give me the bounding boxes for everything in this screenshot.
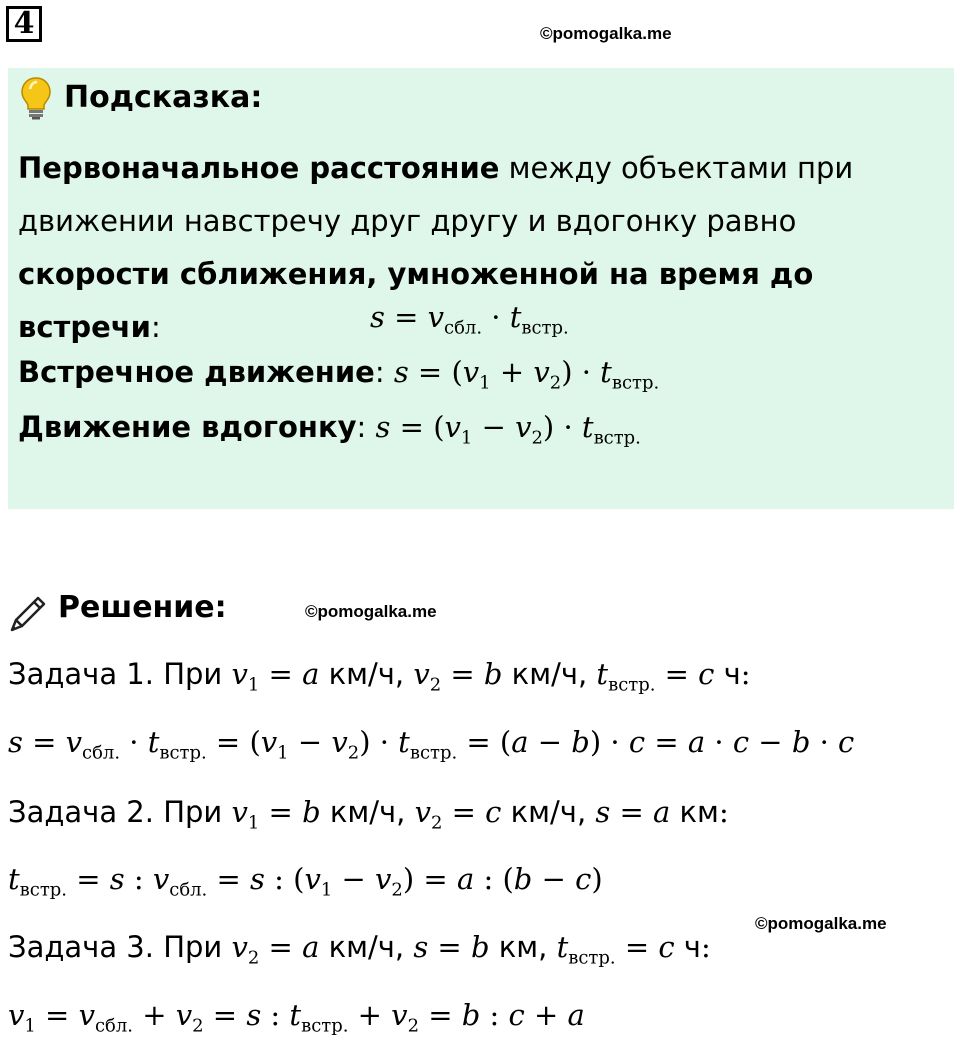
solution-title: Решение: [58,590,227,625]
watermark-middle: ©pomogalka.me [305,602,437,621]
task1-text: Задача 1. При $v_1 = a$ км/ч, $v_2 = b$ км/ч, $t_{встр.} = c$ ч: [8,657,751,696]
meet-label: Встречное движение [18,355,375,389]
hint-text-2: : [151,310,161,344]
chase-label: Движение вдогонку [18,410,357,444]
hint-title: Подсказка: [64,80,263,115]
task3-text: Задача 3. При $v_2 = a$ км/ч, s = b км, $t_{встр.} = c$ ч: [8,930,711,969]
chase-formula: $s = (v_1 - v_2) \cdot t_{встр.}$ [375,410,641,449]
lightbulb-icon [20,76,52,120]
task1-formula: $s = v_{сбл.} \cdot t_{встр.} = (v_1 - v_2) \cdot t_{встр.} = (a - b) \cdot c = a \cdot c - b \cdot c$ [8,725,855,764]
task2-formula: $t_{встр.} = s$ : $v_{сбл.} = s$ : $(v_1 - v_2) = a$ : (b − c) [8,862,603,901]
hint-bold-1: Первоначальное расстояние [18,151,500,185]
formula-main: $s = v_{сбл.} \cdot t_{встр.}$ [370,300,569,339]
meet-line: Встречное движение: $s = (v_1 + v_2) \cdot t_{встр.}$ [18,355,660,394]
chase-line: Движение вдогонку: $s = (v_1 - v_2) \cdot t_{встр.}$ [18,410,641,449]
task3-formula: $v_1 = v_{сбл.} + v_2 = s$ : $t_{встр.} + v_2 = b$ : c + a [8,998,585,1037]
hint-text-1: между объектами при движении навстречу друг другу и вдогонку равно [18,151,854,238]
task2-text: Задача 2. При $v_1 = b$ км/ч, $v_2 = c$ км/ч, s = a км: [8,795,729,834]
hint-bold-2: скорости сближения, умноженной на время до встречи [18,257,814,344]
meet-formula: $s = (v_1 + v_2) \cdot t_{встр.}$ [393,355,660,394]
watermark-bottom: ©pomogalka.me [755,914,887,933]
pencil-icon [8,590,50,632]
task-number: 4 [6,6,42,42]
watermark-top: ©pomogalka.me [540,24,672,43]
